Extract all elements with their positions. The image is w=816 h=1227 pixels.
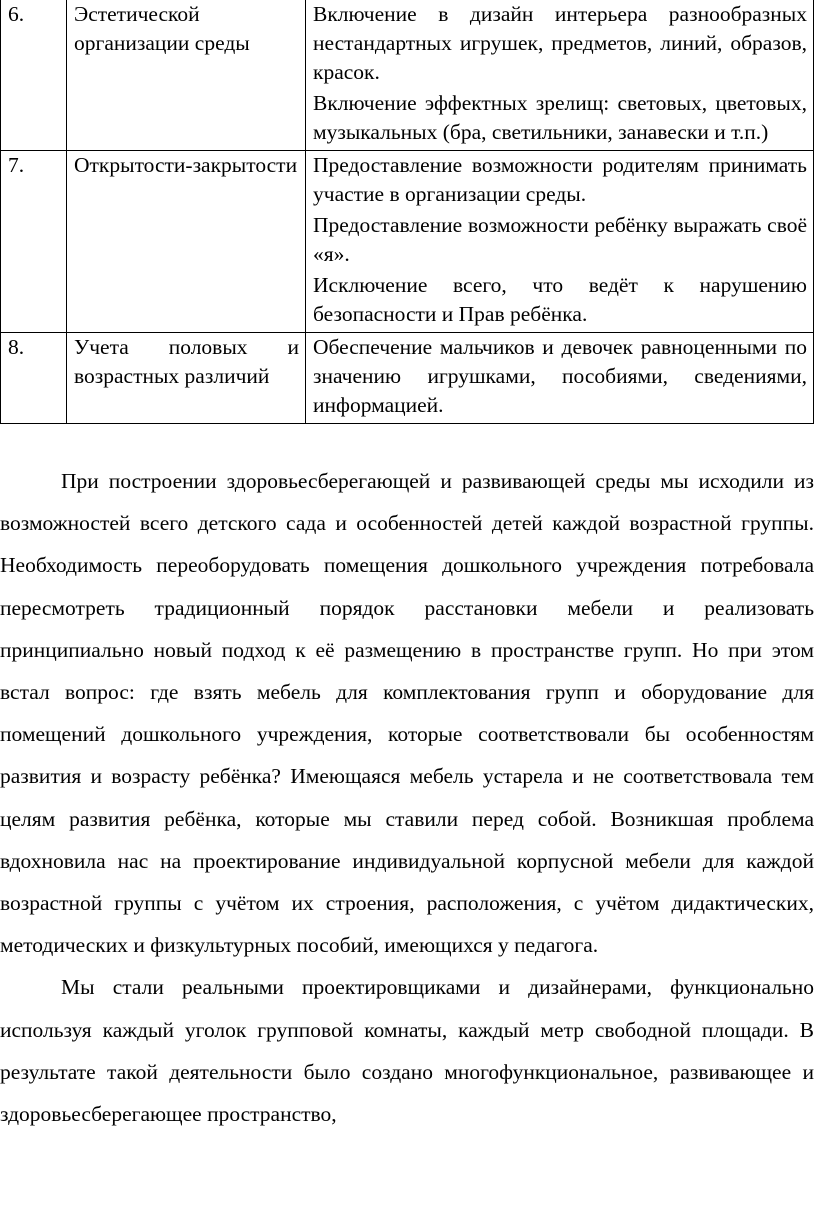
principles-table: [0, 0, 814, 424]
body-text: [0, 460, 814, 1135]
principle-name: Учета половых и возрастных различий: [67, 333, 306, 424]
table-row: [1, 333, 814, 424]
principle-description: [306, 333, 814, 424]
description-item: Исключение всего, что ведёт к нарушению безопасности и Прав ребёнка.: [313, 273, 807, 326]
table-row: [1, 0, 814, 151]
principle-description: [306, 0, 814, 151]
description-item: Включение в дизайн интерьера разнообразных нестандартных игрушек, предметов, линий, образов, красок.: [313, 2, 807, 84]
description-item: Предоставление возможности ребёнку выражать своё «я».: [313, 213, 807, 266]
description-item: Обеспечение мальчиков и девочек равноценными по значению игрушками, пособиями, сведениями, информацией.: [313, 335, 807, 417]
row-number: 7.: [1, 151, 67, 333]
principle-name: Эстетической организации среды: [67, 0, 306, 151]
row-number: 6.: [1, 0, 67, 151]
paragraph: Мы стали реальными проектировщиками и дизайнерами, функционально используя каждый уголок групповой комнаты, каждый метр свободной площади. В результате такой деятельности было создано многофункциональное, развивающее и здоровьесберегающее пространство,: [0, 975, 814, 1127]
principle-description: [306, 151, 814, 333]
description-item: Предоставление возможности родителям принимать участие в организации среды.: [313, 153, 807, 206]
table-row: [1, 151, 814, 333]
row-number: 8.: [1, 333, 67, 424]
principle-name: Открытости-закрытости: [67, 151, 306, 333]
paragraph: При построении здоровьесберегающей и развивающей среды мы исходили из возможностей всего детского сада и особенностей детей каждой возрастной группы. Необходимость переоборудовать помещения дошкольного учреждения потребовала пересмотреть традиционный порядок расстановки мебели и реализовать принципиально новый подход к её размещению в пространстве групп. Но при этом встал вопрос: где взять мебель для комплектования групп и оборудование для помещений дошкольного учреждения, которые соответствовали бы особенностям развития и возрасту ребёнка? Имеющаяся мебель устарела и не соответствовала тем целям развития ребёнка, которые мы ставили перед собой. Возникшая проблема вдохновила нас на проектирование индивидуальной корпусной мебели для каждой возрастной группы с учётом их строения, расположения, с учётом дидактических, методических и физкультурных пособий, имеющихся у педагога.: [0, 469, 814, 958]
description-item: Включение эффектных зрелищ: световых, цветовых, музыкальных (бра, светильники, занавески и т.п.): [313, 91, 807, 144]
